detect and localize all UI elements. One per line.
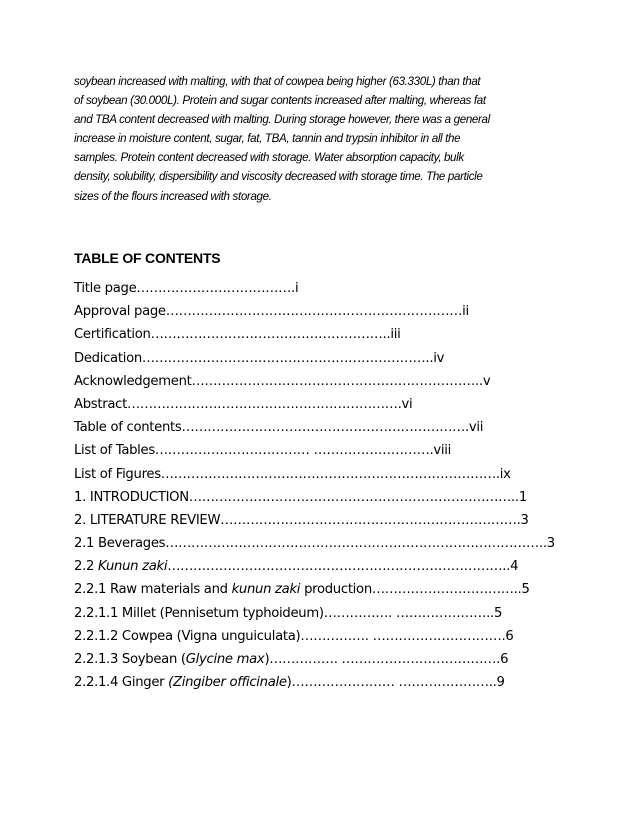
toc-entry-title: 2.2.1.3 Soybean (	[74, 652, 186, 667]
toc-entry-title-italic: (Zingiber officinale	[168, 675, 287, 691]
toc-entry-page: vi	[401, 396, 413, 412]
toc-entry-title: 2.2.1.4 Ginger	[74, 675, 169, 691]
toc-entry-title: Acknowledgement	[74, 373, 192, 389]
toc-entry-page: 5	[521, 582, 530, 598]
toc-entry-dots: …………………………………………………………..	[191, 373, 483, 389]
toc-entry-title: Abstract	[74, 396, 127, 412]
toc-entry-dots: ……………. ……………………………….	[269, 652, 501, 667]
toc-entry-dots: ……………………………………………………………	[165, 304, 463, 320]
toc-entry-dots: ………………………………………………………….	[181, 420, 469, 436]
toc-entry-page: v	[482, 373, 491, 389]
toc-entry-page: ii	[462, 304, 469, 320]
toc-entry	[74, 463, 555, 486]
toc-entry-title: 2. LITERATURE REVIEW	[74, 512, 221, 528]
toc-entry-title-suffix: production	[300, 582, 372, 598]
toc-entry	[74, 555, 555, 578]
toc-entry	[74, 671, 555, 694]
toc-entry-title: 2.2.1.1 Millet (Pennisetum typhoideum)	[74, 605, 324, 621]
toc-entry-dots: ……………………………….	[136, 281, 295, 296]
toc-entry-page: iii	[390, 327, 401, 343]
toc-entry-page: iv	[433, 350, 445, 366]
toc-entry-title: Dedication	[74, 350, 142, 366]
toc-entry-page: viii	[433, 443, 451, 459]
abstract-section	[74, 72, 574, 206]
toc-heading: TABLE OF CONTENTS	[74, 250, 221, 266]
abstract-line: samples. Protein content decreased with storage. Water absorption capacity, bulk	[74, 151, 464, 165]
toc-entry-title: 1. INTRODUCTION	[74, 489, 189, 505]
toc-entry	[74, 486, 555, 509]
toc-entry	[74, 532, 555, 555]
toc-entry	[74, 393, 555, 416]
toc-entry-page: 6	[500, 652, 509, 667]
toc-entry-page: 6	[505, 628, 514, 644]
abstract-line: increase in moisture content, sugar, fat, TBA, tannin and trypsin inhibitor in all the	[74, 132, 461, 146]
toc-entry	[74, 416, 555, 439]
toc-entry-dots: …………………………………………………………………..	[188, 489, 519, 505]
toc-entry-page: ix	[499, 466, 511, 482]
toc-entry-title: List of Figures	[74, 466, 161, 482]
toc-entry-page: 4	[510, 559, 519, 575]
toc-entry	[74, 347, 555, 370]
toc-entry-dots: ……………. ………………………….	[300, 628, 506, 644]
toc-entry	[74, 509, 555, 532]
toc-entry	[74, 277, 555, 300]
toc-entry	[74, 578, 555, 601]
toc-entry-title: 2.2.1 Raw materials and	[74, 582, 232, 598]
abstract-line: of soybean (30.000L). Protein and sugar contents increased after malting, whereas fat	[74, 94, 486, 108]
toc-entry-page: i	[294, 281, 299, 296]
toc-entry-dots: …………………………………………………………..	[141, 350, 434, 366]
abstract-line: density, solubility, dispersibility and viscosity decreased with storage time. The particle	[74, 170, 483, 184]
toc-list	[74, 277, 555, 694]
toc-entry	[74, 648, 555, 671]
toc-entry-dots: ……………………………………………………….	[126, 396, 402, 412]
toc-entry-dots: ……………………………… ……………………….	[154, 443, 434, 459]
toc-entry-dots: …………………………………………………………………….	[160, 466, 500, 482]
toc-entry-title: Certification	[74, 327, 151, 343]
toc-entry	[74, 602, 555, 625]
toc-entry-dots: ……………. …………………..	[323, 605, 494, 621]
toc-entry-title: 2.2	[74, 559, 98, 575]
toc-entry	[74, 370, 555, 393]
abstract-line: sizes of the flours increased with storage.	[74, 189, 272, 203]
toc-entry-dots: …………………………………………………………….	[220, 512, 521, 528]
toc-entry-page: 5	[493, 605, 503, 621]
toc-entry-page: 9	[496, 675, 505, 691]
toc-entry-title: Table of contents	[74, 420, 182, 436]
toc-entry-title-suffix: )	[286, 675, 292, 691]
toc-entry-title-suffix: )	[264, 652, 270, 667]
toc-entry-dots: …………………… …………………..	[291, 675, 497, 691]
abstract-line: and TBA content decreased with malting. During storage however, there was a general	[74, 113, 490, 127]
toc-entry-title: Title page	[74, 281, 137, 296]
toc-entry	[74, 625, 555, 648]
toc-entry-dots: ……………………………..	[371, 582, 522, 598]
toc-entry-title: 2.1 Beverages	[74, 536, 166, 552]
toc-entry	[74, 300, 555, 323]
abstract-line: soybean increased with malting, with that of cowpea being higher (63.330L) than that	[74, 75, 481, 88]
toc-entry-page: vii	[468, 420, 484, 436]
toc-entry-dots: ……………………………………………………………………..	[167, 559, 511, 575]
toc-entry-title: 2.2.1.2 Cowpea (Vigna unguiculata)	[74, 628, 301, 644]
toc-entry-dots: ……………………………………………………………………………..	[165, 536, 547, 552]
toc-entry	[74, 323, 555, 346]
toc-entry-title: Approval page	[74, 304, 166, 320]
toc-entry-page: 3	[546, 536, 555, 552]
toc-entry-title-italic: kunun zaki	[231, 582, 301, 598]
toc-entry-page: 1	[518, 489, 527, 505]
toc-entry-title-italic: Kunun zaki	[97, 559, 168, 575]
toc-entry-page: 3	[520, 512, 529, 528]
toc-entry-title: List of Tables	[74, 443, 155, 459]
toc-entry-title-italic: Glycine max	[185, 652, 265, 667]
toc-entry-dots: ………………………………………………..	[150, 327, 391, 343]
toc-entry	[74, 439, 555, 462]
